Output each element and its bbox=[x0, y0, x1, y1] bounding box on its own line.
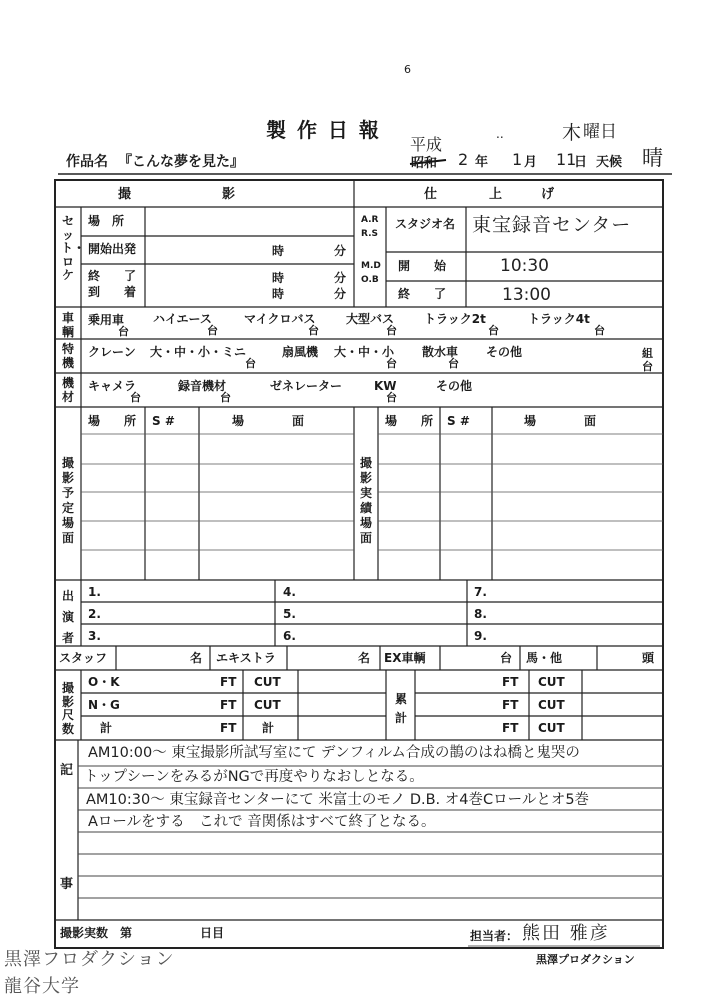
page-mark: 6 bbox=[404, 63, 411, 76]
extra-label: エキストラ bbox=[216, 651, 276, 665]
day-value: 11 bbox=[556, 150, 577, 169]
special-crane-unit: 台 bbox=[245, 357, 256, 370]
vehicle-truck2-unit: 台 bbox=[488, 324, 499, 337]
notes-label-top: 記 bbox=[60, 763, 74, 778]
cast-3: 3. bbox=[88, 629, 101, 643]
shooting-days-unit: 日目 bbox=[200, 926, 225, 940]
title-dots: .. bbox=[496, 127, 504, 141]
place-label: 場 所 bbox=[88, 214, 125, 228]
cum-ft-3: FT bbox=[502, 721, 519, 735]
film-ok: O・K bbox=[88, 675, 120, 689]
film-total-ft: FT bbox=[220, 721, 237, 735]
start-hour-label: 時 bbox=[272, 244, 285, 258]
weather-label: 天候 bbox=[596, 155, 623, 170]
vehicle-truck2: トラック2t bbox=[424, 312, 486, 326]
film-ok-cut: CUT bbox=[254, 675, 281, 689]
equip-kw: KW bbox=[374, 379, 397, 393]
vehicle-truck4: トラック4t bbox=[528, 312, 590, 326]
film-cumulative-label: 累計 bbox=[394, 692, 407, 725]
watermark-line-1: 黒澤フロダクション bbox=[4, 949, 175, 970]
ob-label: O.B bbox=[361, 275, 379, 285]
film-ng-ft: FT bbox=[220, 698, 237, 712]
equip-sound-unit: 台 bbox=[220, 391, 231, 404]
cum-cut-3: CUT bbox=[538, 721, 565, 735]
end-minute-label-2: 分 bbox=[334, 287, 347, 301]
year-value: 2 bbox=[458, 150, 469, 169]
equipment-label: 機材 bbox=[61, 376, 74, 404]
md-label: M.D bbox=[361, 261, 381, 271]
vehicle-bigbus: 大型バス bbox=[346, 312, 395, 326]
end-hour-label-1: 時 bbox=[272, 271, 285, 285]
vehicle-bigbus-unit: 台 bbox=[386, 324, 397, 337]
film-label: 撮影尺数 bbox=[61, 681, 74, 736]
cum-cut-1: CUT bbox=[538, 675, 565, 689]
equip-camera-unit: 台 bbox=[130, 391, 141, 404]
planned-scenes-label: 撮影予定場面 bbox=[61, 456, 74, 545]
special-water-unit: 台 bbox=[448, 357, 459, 370]
ex-car-label: EX車輌 bbox=[384, 651, 426, 665]
film-ng-cut: CUT bbox=[254, 698, 281, 712]
form-title: 製 作 日 報 bbox=[266, 118, 381, 142]
actual-col-scene: 場 面 bbox=[524, 414, 597, 428]
finish-end-label: 終 了 bbox=[398, 287, 447, 301]
ex-car-unit: 台 bbox=[500, 651, 513, 665]
cast-6: 6. bbox=[283, 629, 296, 643]
person-label: 担当者： bbox=[470, 929, 519, 943]
vehicle-hiace-unit: 台 bbox=[207, 324, 218, 337]
person-value: 熊田 雅彦 bbox=[522, 923, 610, 944]
vehicle-microbus-unit: 台 bbox=[308, 324, 319, 337]
vehicle-hiace: ハイエース bbox=[153, 312, 212, 326]
day-unit: 日 bbox=[574, 155, 588, 170]
weather-value: 晴 bbox=[642, 146, 663, 170]
year-unit: 年 bbox=[475, 155, 489, 170]
weekday-unit: 曜日 bbox=[583, 122, 617, 142]
special-crane: クレーン bbox=[88, 345, 136, 359]
special-fan-unit: 台 bbox=[386, 357, 397, 370]
end-label-2: 到 着 bbox=[88, 285, 137, 299]
cast-1: 1. bbox=[88, 585, 101, 599]
section-finishing: 仕 上 げ bbox=[424, 187, 555, 202]
finish-start-value: 10:30 bbox=[500, 256, 549, 276]
studio-value: 東宝録音センター bbox=[472, 214, 632, 236]
horse-unit: 頭 bbox=[642, 651, 655, 665]
cum-cut-2: CUT bbox=[538, 698, 565, 712]
equip-camera: キャメラ bbox=[88, 379, 137, 393]
vehicle-truck4-unit: 台 bbox=[594, 324, 605, 337]
end-minute-label-1: 分 bbox=[334, 271, 347, 285]
cast-8: 8. bbox=[474, 607, 487, 621]
end-hour-label-2: 時 bbox=[272, 287, 285, 301]
film-ok-ft: FT bbox=[220, 675, 237, 689]
special-label: 特機 bbox=[61, 342, 74, 370]
equip-sound: 録音機材 bbox=[178, 379, 227, 393]
vehicle-microbus: マイクロバス bbox=[244, 312, 316, 326]
special-set-unit: 組 bbox=[642, 347, 653, 360]
era-crossed: 昭和 bbox=[411, 156, 438, 171]
special-other-unit: 台 bbox=[642, 360, 653, 373]
note-line-1: AM10:00〜 東宝撮影所試写室にて デンフィルム合成の鵲のはね橋と鬼哭の bbox=[88, 745, 580, 761]
weekday-value: 木 bbox=[562, 122, 582, 144]
studio-label: スタジオ名 bbox=[395, 217, 456, 231]
film-total-cut: 計 bbox=[262, 721, 275, 735]
era-value: 平成 bbox=[410, 135, 443, 154]
cast-4: 4. bbox=[283, 585, 296, 599]
film-ng: N・G bbox=[88, 698, 120, 712]
note-line-2: トップシーンをみるがNGで再度やりなおしとなる。 bbox=[84, 769, 424, 785]
rs-label: R.S bbox=[361, 229, 378, 239]
end-label-1: 終 了 bbox=[88, 269, 137, 283]
planned-col-scene: 場 面 bbox=[232, 414, 305, 428]
company-name: 黒澤プロダクション bbox=[536, 953, 635, 966]
work-title-value: 『こんな夢を見た』 bbox=[118, 154, 244, 170]
vehicle-car-unit: 台 bbox=[118, 325, 129, 338]
equip-other: その他 bbox=[436, 379, 473, 393]
special-other: その他 bbox=[486, 345, 523, 359]
actual-scenes-label: 撮影実績場面 bbox=[359, 456, 372, 545]
staff-label: スタッフ bbox=[59, 651, 108, 665]
planned-col-s: S # bbox=[152, 414, 175, 428]
special-crane-sizes: 大・中・小・ミニ bbox=[150, 345, 247, 359]
equip-generator: ゼネレーター bbox=[270, 379, 343, 393]
start-minute-label: 分 bbox=[334, 244, 347, 258]
section-shooting: 撮 影 bbox=[118, 187, 236, 202]
month-unit: 月 bbox=[524, 155, 538, 170]
actual-col-place: 場 所 bbox=[385, 414, 434, 428]
cast-label: 出演者 bbox=[61, 589, 74, 645]
cast-5: 5. bbox=[283, 607, 296, 621]
vehicles-label: 車輌 bbox=[61, 311, 74, 339]
actual-col-s: S # bbox=[447, 414, 470, 428]
cast-2: 2. bbox=[88, 607, 101, 621]
equip-kw-unit: 台 bbox=[386, 391, 397, 404]
shooting-days-label: 撮影実数 第 bbox=[60, 926, 133, 940]
special-fan: 扇風機 bbox=[282, 345, 319, 359]
staff-unit: 名 bbox=[190, 651, 203, 665]
set-location-label: セット・ロケ bbox=[61, 214, 86, 282]
finish-start-label: 開 始 bbox=[398, 259, 447, 273]
special-water: 散水車 bbox=[422, 345, 459, 359]
work-title-label: 作品名 bbox=[66, 154, 108, 170]
cum-ft-2: FT bbox=[502, 698, 519, 712]
cast-9: 9. bbox=[474, 629, 487, 643]
ar-label: A.R bbox=[361, 215, 379, 225]
special-fan-sizes: 大・中・小 bbox=[334, 345, 395, 359]
month-value: 1 bbox=[512, 150, 523, 169]
planned-col-place: 場 所 bbox=[88, 414, 137, 428]
cum-ft-1: FT bbox=[502, 675, 519, 689]
note-line-4: Aロールをする これで 音関係はすべて終了となる。 bbox=[88, 814, 436, 830]
extra-unit: 名 bbox=[358, 651, 371, 665]
finish-end-value: 13:00 bbox=[502, 285, 551, 305]
vehicle-car: 乗用車 bbox=[88, 313, 125, 327]
start-label: 開始出発 bbox=[88, 242, 137, 256]
horse-label: 馬・他 bbox=[526, 651, 563, 665]
film-total: 計 bbox=[100, 721, 113, 735]
note-line-3: AM10:30〜 東宝録音センターにて 米富士のモノ D.B. オ4巻Cロールとオ5巻 bbox=[86, 792, 590, 808]
notes-label-bottom: 事 bbox=[60, 877, 74, 892]
cast-7: 7. bbox=[474, 585, 487, 599]
watermark-line-2: 龍谷大学 bbox=[4, 976, 80, 997]
